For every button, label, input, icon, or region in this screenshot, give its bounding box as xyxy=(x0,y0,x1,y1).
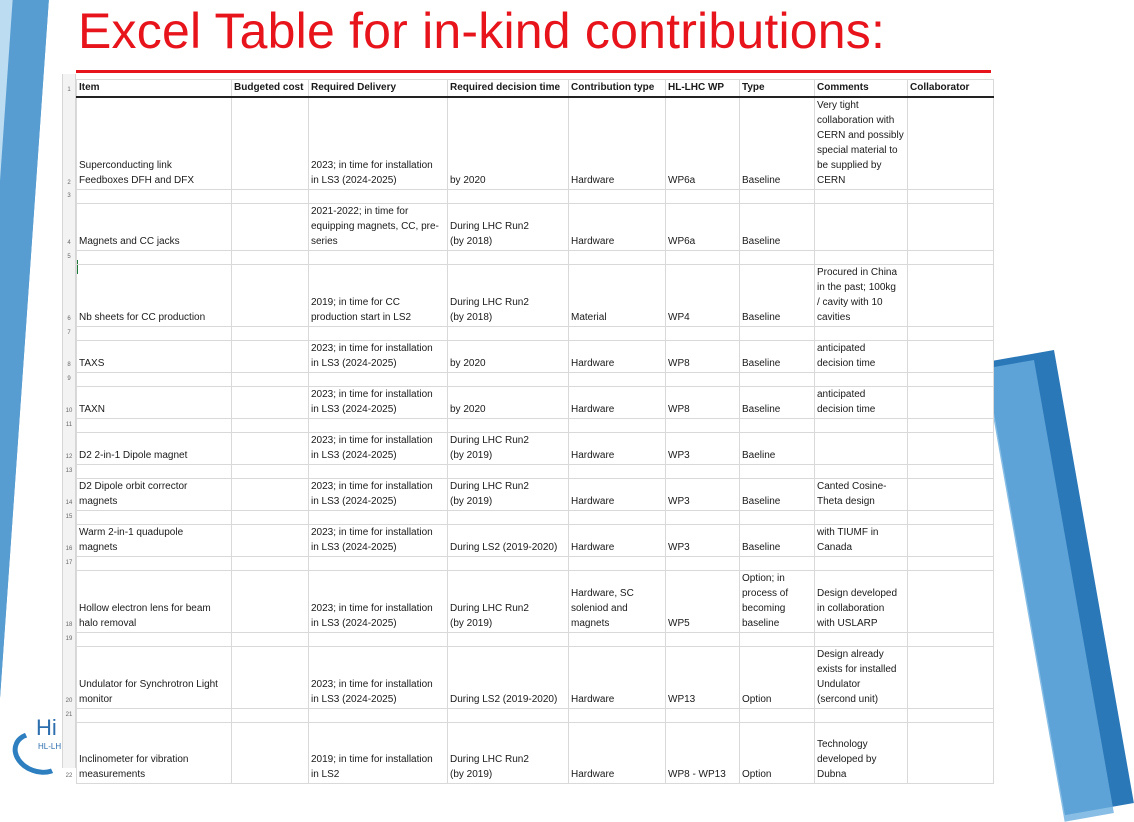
empty-cell xyxy=(815,251,908,265)
empty-cell xyxy=(77,419,232,433)
empty-cell xyxy=(815,633,908,647)
spacer-row xyxy=(77,511,994,525)
empty-cell xyxy=(666,511,740,525)
column-header: Type xyxy=(740,80,815,98)
contribution-type-cell: Material xyxy=(569,265,666,327)
budgeted-cost-cell xyxy=(232,571,309,633)
empty-cell xyxy=(569,190,666,204)
comments-cell: Procured in China in the past; 100kg / cavity with 10 cavities xyxy=(815,265,908,327)
empty-cell xyxy=(232,327,309,341)
row-number: 10 xyxy=(65,408,73,414)
row-number: 9 xyxy=(67,376,71,382)
table-row xyxy=(77,204,994,251)
table-row xyxy=(77,647,994,709)
empty-cell xyxy=(448,709,569,723)
empty-cell xyxy=(77,327,232,341)
row-number: 21 xyxy=(65,712,73,718)
empty-cell xyxy=(908,190,994,204)
required-delivery-cell: 2021-2022; in time for equipping magnets, CC, pre- series xyxy=(309,204,448,251)
empty-cell xyxy=(309,190,448,204)
page-number: 13 xyxy=(999,733,1014,748)
required-delivery-cell: 2023; in time for installation in LS3 (2024-2025) xyxy=(309,387,448,419)
row-number: 12 xyxy=(65,454,73,460)
empty-cell xyxy=(666,251,740,265)
empty-cell xyxy=(666,190,740,204)
empty-cell xyxy=(448,190,569,204)
type-cell: Baeline xyxy=(740,433,815,465)
budgeted-cost-cell xyxy=(232,97,309,190)
hl-lhc-logo xyxy=(8,712,68,768)
empty-cell xyxy=(232,373,309,387)
required-delivery-cell: 2023; in time for installation in LS3 (2024-2025) xyxy=(309,433,448,465)
empty-cell xyxy=(232,190,309,204)
empty-cell xyxy=(569,557,666,571)
empty-cell xyxy=(448,251,569,265)
empty-cell xyxy=(908,419,994,433)
empty-cell xyxy=(232,465,309,479)
spacer-row xyxy=(77,373,994,387)
column-header: Budgeted cost xyxy=(232,80,309,98)
type-cell: Option xyxy=(740,647,815,709)
empty-cell xyxy=(740,251,815,265)
empty-cell xyxy=(448,465,569,479)
collaborator-cell xyxy=(908,723,994,784)
table-row xyxy=(77,479,994,511)
row-number: 22 xyxy=(65,773,73,779)
spacer-row xyxy=(77,419,994,433)
empty-cell xyxy=(740,419,815,433)
empty-cell xyxy=(740,190,815,204)
table-row xyxy=(77,525,994,557)
required-delivery-cell: 2023; in time for installation in LS3 (2024-2025) xyxy=(309,525,448,557)
wp-cell: WP3 xyxy=(666,525,740,557)
row-number: 4 xyxy=(67,240,71,246)
row-number: 2 xyxy=(67,180,71,186)
row-number: 3 xyxy=(67,193,71,199)
empty-cell xyxy=(908,511,994,525)
collaborator-cell xyxy=(908,433,994,465)
empty-cell xyxy=(908,633,994,647)
empty-cell xyxy=(740,465,815,479)
empty-cell xyxy=(815,419,908,433)
empty-cell xyxy=(309,465,448,479)
collaborator-cell xyxy=(908,479,994,511)
empty-cell xyxy=(309,373,448,387)
collaborator-cell xyxy=(908,265,994,327)
row-number: 8 xyxy=(67,362,71,368)
empty-cell xyxy=(908,465,994,479)
contribution-type-cell: Hardware xyxy=(569,479,666,511)
row-number: 15 xyxy=(65,514,73,520)
logo-subtext: HL-LH xyxy=(38,742,62,751)
collaborator-cell xyxy=(908,647,994,709)
empty-cell xyxy=(569,511,666,525)
item-cell: Hollow electron lens for beam halo removal xyxy=(77,571,232,633)
empty-cell xyxy=(908,251,994,265)
budgeted-cost-cell xyxy=(232,204,309,251)
contribution-type-cell: Hardware, SC soleniod and magnets xyxy=(569,571,666,633)
required-decision-time-cell: by 2020 xyxy=(448,387,569,419)
logo-text: Hi xyxy=(36,715,57,740)
item-cell: D2 Dipole orbit corrector magnets xyxy=(77,479,232,511)
contribution-type-cell: Hardware xyxy=(569,387,666,419)
row-number: 17 xyxy=(65,560,73,566)
row-number: 7 xyxy=(67,330,71,336)
spacer-row xyxy=(77,709,994,723)
required-delivery-cell: 2023; in time for installation in LS3 (2024-2025) xyxy=(309,341,448,373)
empty-cell xyxy=(77,465,232,479)
table-row xyxy=(77,723,994,784)
required-delivery-cell: 2023; in time for installation in LS3 (2024-2025) xyxy=(309,97,448,190)
wp-cell: WP5 xyxy=(666,571,740,633)
empty-cell xyxy=(666,419,740,433)
collaborator-cell xyxy=(908,525,994,557)
empty-cell xyxy=(740,709,815,723)
wp-cell: WP6a xyxy=(666,97,740,190)
empty-cell xyxy=(815,511,908,525)
empty-cell xyxy=(77,633,232,647)
empty-cell xyxy=(232,251,309,265)
empty-cell xyxy=(77,251,232,265)
empty-cell xyxy=(666,633,740,647)
required-decision-time-cell: During LS2 (2019-2020) xyxy=(448,525,569,557)
wp-cell: WP8 - WP13 xyxy=(666,723,740,784)
empty-cell xyxy=(666,557,740,571)
empty-cell xyxy=(309,419,448,433)
empty-cell xyxy=(77,190,232,204)
item-cell: Nb sheets for CC production xyxy=(77,265,232,327)
empty-cell xyxy=(448,419,569,433)
required-delivery-cell: 2023; in time for installation in LS3 (2024-2025) xyxy=(309,571,448,633)
header-row xyxy=(77,80,994,98)
empty-cell xyxy=(569,327,666,341)
wp-cell: WP13 xyxy=(666,647,740,709)
spacer-row xyxy=(77,251,994,265)
required-decision-time-cell: During LHC Run2 (by 2019) xyxy=(448,479,569,511)
collaborator-cell xyxy=(908,571,994,633)
column-header: Item xyxy=(77,80,232,98)
required-decision-time-cell: During LS2 (2019-2020) xyxy=(448,647,569,709)
item-cell: Superconducting link Feedboxes DFH and DFX xyxy=(77,97,232,190)
row-number: 6 xyxy=(67,316,71,322)
spacer-row xyxy=(77,465,994,479)
row-number: 20 xyxy=(65,698,73,704)
required-decision-time-cell: During LHC Run2 (by 2018) xyxy=(448,265,569,327)
row-number: 16 xyxy=(65,546,73,552)
type-cell: Baseline xyxy=(740,341,815,373)
required-delivery-cell: 2019; in time for CC production start in LS2 xyxy=(309,265,448,327)
empty-cell xyxy=(569,419,666,433)
empty-cell xyxy=(309,511,448,525)
wp-cell: WP8 xyxy=(666,341,740,373)
type-cell: Baseline xyxy=(740,204,815,251)
collaborator-cell xyxy=(908,341,994,373)
comments-cell: Very tight collaboration with CERN and possibly special material to be supplied by CERN xyxy=(815,97,908,190)
empty-cell xyxy=(448,373,569,387)
budgeted-cost-cell xyxy=(232,387,309,419)
required-decision-time-cell: During LHC Run2 (by 2019) xyxy=(448,433,569,465)
spacer-row xyxy=(77,633,994,647)
empty-cell xyxy=(309,251,448,265)
contribution-type-cell: Hardware xyxy=(569,647,666,709)
empty-cell xyxy=(815,465,908,479)
required-decision-time-cell: by 2020 xyxy=(448,97,569,190)
row-number: 14 xyxy=(65,500,73,506)
empty-cell xyxy=(908,557,994,571)
budgeted-cost-cell xyxy=(232,479,309,511)
empty-cell xyxy=(448,327,569,341)
empty-cell xyxy=(232,511,309,525)
budgeted-cost-cell xyxy=(232,341,309,373)
empty-cell xyxy=(309,709,448,723)
contribution-type-cell: Hardware xyxy=(569,204,666,251)
type-cell: Baseline xyxy=(740,265,815,327)
empty-cell xyxy=(666,327,740,341)
budgeted-cost-cell xyxy=(232,723,309,784)
table-row xyxy=(77,341,994,373)
empty-cell xyxy=(77,557,232,571)
contribution-type-cell: Hardware xyxy=(569,723,666,784)
empty-cell xyxy=(815,190,908,204)
empty-cell xyxy=(740,511,815,525)
required-delivery-cell: 2023; in time for installation in LS3 (2024-2025) xyxy=(309,479,448,511)
empty-cell xyxy=(77,373,232,387)
wp-cell: WP4 xyxy=(666,265,740,327)
required-delivery-cell: 2019; in time for installation in LS2 xyxy=(309,723,448,784)
empty-cell xyxy=(309,327,448,341)
comments-cell xyxy=(815,204,908,251)
item-cell: Undulator for Synchrotron Light monitor xyxy=(77,647,232,709)
row-number: 18 xyxy=(65,622,73,628)
column-header: Required decision time xyxy=(448,80,569,98)
comments-cell: anticipated decision time xyxy=(815,341,908,373)
spacer-row xyxy=(77,557,994,571)
required-decision-time-cell: During LHC Run2 (by 2019) xyxy=(448,571,569,633)
comments-cell: Design already exists for installed Undulator (sercond unit) xyxy=(815,647,908,709)
collaborator-cell xyxy=(908,387,994,419)
empty-cell xyxy=(740,373,815,387)
wp-cell: WP6a xyxy=(666,204,740,251)
empty-cell xyxy=(569,633,666,647)
title-underline xyxy=(76,70,991,73)
slide-title: Excel Table for in-kind contributions: xyxy=(78,3,886,59)
required-decision-time-cell: by 2020 xyxy=(448,341,569,373)
row-number: 13 xyxy=(65,468,73,474)
comments-cell xyxy=(815,433,908,465)
row-number-gutter xyxy=(63,74,76,779)
column-header: Required Delivery xyxy=(309,80,448,98)
empty-cell xyxy=(815,709,908,723)
item-cell: TAXN xyxy=(77,387,232,419)
contributions-table xyxy=(76,79,994,784)
table-row xyxy=(77,387,994,419)
empty-cell xyxy=(232,419,309,433)
empty-cell xyxy=(666,465,740,479)
wp-cell: WP3 xyxy=(666,479,740,511)
collaborator-cell xyxy=(908,97,994,190)
left-decoration xyxy=(0,0,66,768)
empty-cell xyxy=(908,373,994,387)
type-cell: Baseline xyxy=(740,97,815,190)
spacer-row xyxy=(77,327,994,341)
spreadsheet-image xyxy=(62,74,993,780)
type-cell: Baseline xyxy=(740,387,815,419)
contribution-type-cell: Hardware xyxy=(569,433,666,465)
budgeted-cost-cell xyxy=(232,265,309,327)
empty-cell xyxy=(232,557,309,571)
comments-cell: with TIUMF in Canada xyxy=(815,525,908,557)
comments-cell: anticipated decision time xyxy=(815,387,908,419)
column-header: Collaborator xyxy=(908,80,994,98)
column-header: Contribution type xyxy=(569,80,666,98)
empty-cell xyxy=(569,709,666,723)
comments-cell: Canted Cosine- Theta design xyxy=(815,479,908,511)
budgeted-cost-cell xyxy=(232,647,309,709)
empty-cell xyxy=(666,709,740,723)
table-row xyxy=(77,433,994,465)
item-cell: D2 2-in-1 Dipole magnet xyxy=(77,433,232,465)
column-header: Comments xyxy=(815,80,908,98)
empty-cell xyxy=(908,709,994,723)
table-row xyxy=(77,265,994,327)
table-row xyxy=(77,571,994,633)
empty-cell xyxy=(309,557,448,571)
empty-cell xyxy=(740,327,815,341)
empty-cell xyxy=(569,465,666,479)
collaborator-cell xyxy=(908,204,994,251)
type-cell: Baseline xyxy=(740,479,815,511)
wp-cell: WP3 xyxy=(666,433,740,465)
item-cell: Inclinometer for vibration measurements xyxy=(77,723,232,784)
comments-cell: Design developed in collaboration with USLARP xyxy=(815,571,908,633)
empty-cell xyxy=(448,511,569,525)
row-number: 19 xyxy=(65,636,73,642)
empty-cell xyxy=(815,557,908,571)
empty-cell xyxy=(908,327,994,341)
empty-cell xyxy=(666,373,740,387)
empty-cell xyxy=(815,327,908,341)
empty-cell xyxy=(309,633,448,647)
empty-cell xyxy=(232,709,309,723)
type-cell: Baseline xyxy=(740,525,815,557)
type-cell: Option; in process of becoming baseline xyxy=(740,571,815,633)
column-header: HL-LHC WP xyxy=(666,80,740,98)
required-decision-time-cell: During LHC Run2 (by 2018) xyxy=(448,204,569,251)
empty-cell xyxy=(77,709,232,723)
empty-cell xyxy=(232,633,309,647)
budgeted-cost-cell xyxy=(232,525,309,557)
table-row xyxy=(77,97,994,190)
empty-cell xyxy=(569,373,666,387)
type-cell: Option xyxy=(740,723,815,784)
empty-cell xyxy=(740,633,815,647)
contribution-type-cell: Hardware xyxy=(569,97,666,190)
empty-cell xyxy=(740,557,815,571)
spacer-row xyxy=(77,190,994,204)
empty-cell xyxy=(815,373,908,387)
required-decision-time-cell: During LHC Run2 (by 2019) xyxy=(448,723,569,784)
empty-cell xyxy=(569,251,666,265)
budgeted-cost-cell xyxy=(232,433,309,465)
wp-cell: WP8 xyxy=(666,387,740,419)
empty-cell xyxy=(448,557,569,571)
contribution-type-cell: Hardware xyxy=(569,525,666,557)
required-delivery-cell: 2023; in time for installation in LS3 (2024-2025) xyxy=(309,647,448,709)
contribution-type-cell: Hardware xyxy=(569,341,666,373)
row-number: 1 xyxy=(67,87,71,93)
item-cell: Warm 2-in-1 quadupole magnets xyxy=(77,525,232,557)
comments-cell: Technology developed by Dubna xyxy=(815,723,908,784)
row-number: 5 xyxy=(67,254,71,260)
row-number: 11 xyxy=(65,422,73,428)
item-cell: TAXS xyxy=(77,341,232,373)
item-cell: Magnets and CC jacks xyxy=(77,204,232,251)
empty-cell xyxy=(448,633,569,647)
empty-cell xyxy=(77,511,232,525)
